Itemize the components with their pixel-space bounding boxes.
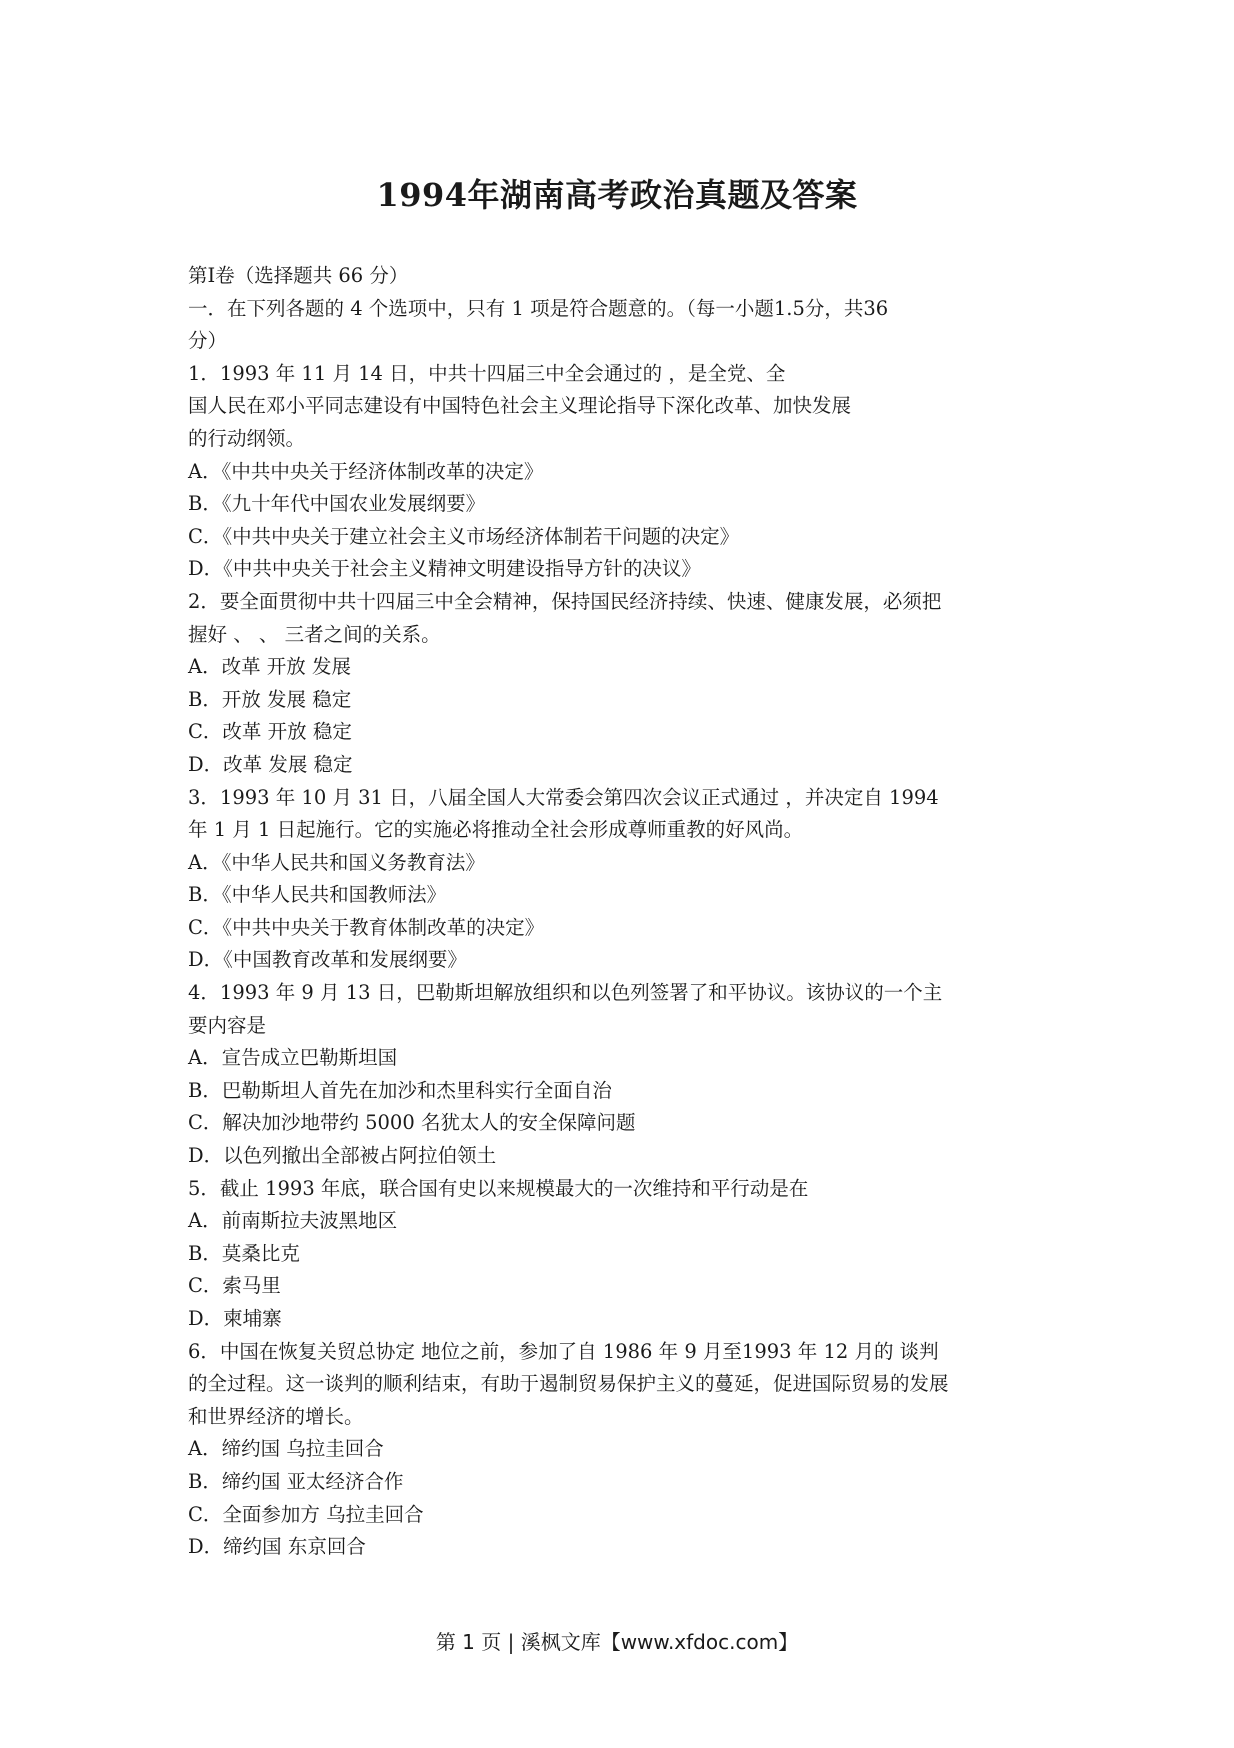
text-line: A．前南斯拉夫波黑地区 bbox=[188, 1209, 398, 1233]
text-line: D．柬埔寨 bbox=[188, 1307, 282, 1330]
text-line: 1．1993 年 11 月 14 日，中共十四届三中全会通过的 ，是全党、全 bbox=[188, 361, 786, 385]
text-line: 的行动纲领。 bbox=[188, 426, 306, 450]
text-line: 一．在下列各题的 4 个选项中，只有 1 项是符合题意的。（每一小题1.5分，共36 bbox=[188, 296, 889, 320]
text-line: 分） bbox=[188, 329, 228, 353]
text-line: C．索马里 bbox=[188, 1274, 281, 1298]
text-line: B．《九十年代中国农业发展纲要》 bbox=[188, 492, 486, 516]
text-line: D．《中国教育改革和发展纲要》 bbox=[188, 948, 467, 972]
page-footer: 第 1 页 | 溪枫文库【www.xfdoc.com】 bbox=[435, 1630, 799, 1654]
text-line: 2．要全面贯彻中共十四届三中全会精神，保持国民经济持续、快速、健康发展，必须把 bbox=[188, 589, 942, 613]
text-line: 3．1993 年 10 月 31 日，八届全国人大常委会第四次会议正式通过 ，并决定自 1994 bbox=[188, 785, 939, 809]
text-line: D．以色列撤出全部被占阿拉伯领土 bbox=[188, 1144, 497, 1168]
text-line: D．改革 发展 稳定 bbox=[188, 752, 353, 776]
text-line: A．改革 开放 发展 bbox=[188, 655, 351, 679]
text-line: C．全面参加方 乌拉圭回合 bbox=[188, 1502, 424, 1526]
text-line: A．宣告成立巴勒斯坦国 bbox=[188, 1046, 398, 1070]
text-line: 国人民在邓小平同志建设有中国特色社会主义理论指导下深化改革、加快发展 bbox=[188, 394, 852, 418]
text-line: C．《中共中央关于建立社会主义市场经济体制若干问题的决定》 bbox=[188, 524, 740, 548]
text-line: 的全过程。这一谈判的顺利结束，有助于遏制贸易保护主义的蔓延，促进国际贸易的发展 bbox=[188, 1372, 949, 1396]
text-line: A．《中华人民共和国义务教育法》 bbox=[188, 850, 485, 874]
text-line: B．《中华人民共和国教师法》 bbox=[188, 883, 447, 907]
document-body bbox=[188, 260, 1068, 1564]
text-line: 要内容是 bbox=[188, 1013, 267, 1037]
text-line: 6．中国在恢复关贸总协定 地位之前，参加了自 1986 年 9 月至1993 年 12 月的 谈判 bbox=[188, 1339, 939, 1363]
text-line: B．开放 发展 稳定 bbox=[188, 687, 352, 711]
text-line: 年 1 月 1 日起施行。它的实施必将推动全社会形成尊师重教的好风尚。 bbox=[188, 818, 804, 842]
text-line: C．解决加沙地带约 5000 名犹太人的安全保障问题 bbox=[188, 1111, 636, 1135]
text-line: A．缔约国 乌拉圭回合 bbox=[188, 1437, 384, 1461]
text-line: D．缔约国 东京回合 bbox=[188, 1535, 366, 1559]
text-line: 和世界经济的增长。 bbox=[188, 1404, 364, 1428]
page-title: 1994年湖南高考政治真题及答案 bbox=[376, 176, 858, 214]
text-line: C．《中共中央关于教育体制改革的决定》 bbox=[188, 915, 545, 939]
text-line: 4．1993 年 9 月 13 日，巴勒斯坦解放组织和以色列签署了和平协议。该协议的一个主 bbox=[188, 981, 943, 1005]
text-line: B．缔约国 亚太经济合作 bbox=[188, 1469, 404, 1493]
text-line: D．《中共中央关于社会主义精神文明建设指导方针的决议》 bbox=[188, 557, 701, 581]
text-line: B．巴勒斯坦人首先在加沙和杰里科实行全面自治 bbox=[188, 1078, 612, 1102]
text-line: B．莫桑比克 bbox=[188, 1241, 300, 1265]
text-line: 5．截止 1993 年底，联合国有史以来规模最大的一次维持和平行动是在 bbox=[188, 1176, 809, 1200]
text-line: 第Ⅰ卷（选择题共 66 分） bbox=[188, 264, 409, 287]
text-line: 握好 、 、 三者之间的关系。 bbox=[188, 622, 441, 646]
text-line: A．《中共中央关于经济体制改革的决定》 bbox=[188, 459, 544, 483]
text-line: C．改革 开放 稳定 bbox=[188, 720, 352, 744]
